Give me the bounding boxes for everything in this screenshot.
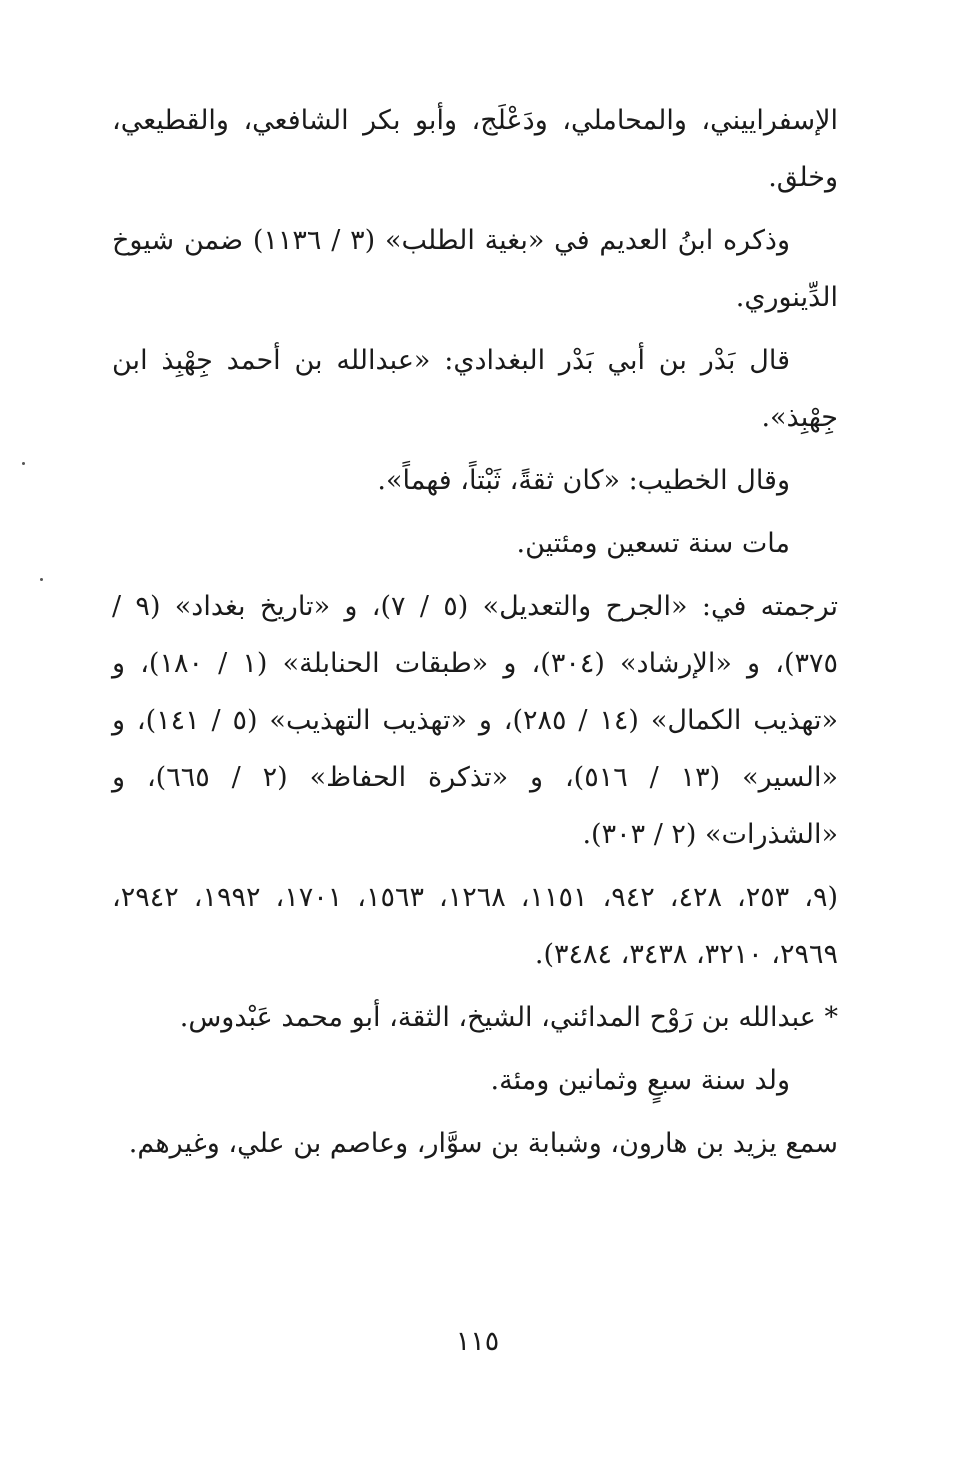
paragraph-badr-quote: قال بَدْر بن أبي بَدْر البغدادي: «عبدالله بن أحمد جِهْبِذ ابن جِهْبِذ». <box>112 345 838 433</box>
paragraph-khatib-quote: وقال الخطيب: «كان ثقةً، ثَبْتاً، فهماً». <box>377 465 790 496</box>
scan-speck <box>40 578 43 581</box>
paragraph-hadith-numbers: (٩، ٢٥٣، ٤٢٨، ٩٤٢، ١١٥١، ١٢٦٨، ١٥٦٣، ١٧٠١، ١٩٩٢، ٢٩٤٢، ٢٩٦٩، ٣٢١٠، ٣٤٣٨، ٣٤٨٤). <box>112 882 839 970</box>
paragraph-continuation: الإسفراييني، والمحاملي، ودَعْلَج، وأبو بكر الشافعي، والقطيعي، وخلق. <box>112 105 838 193</box>
body-text <box>112 92 838 1178</box>
scan-speck <box>22 462 25 465</box>
paragraph-death-year: مات سنة تسعين ومئتين. <box>516 528 790 559</box>
paragraph-biography-sources: ترجمته في: «الجرح والتعديل» (٥ / ٧)، و «تاريخ بغداد» (٩ / ٣٧٥)، و «الإرشاد» (٣٠٤)، و «طبقات الحنابلة» (١ / ١٨٠)، و «تهذيب الكمال» (١٤ / ٢٨٥)، و «تهذيب التهذيب» (٥ / ١٤١)، و «السير» (١٣ / ٥١٦)، و «تذكرة الحفاظ» (٢ / ٦٦٥)، و «الشذرات» (٢ / ٣٠٣). <box>112 591 839 850</box>
paragraph-birth-year: ولد سنة سبعٍ وثمانين ومئة. <box>490 1065 790 1096</box>
paragraph-ibn-aladim: وذكره ابنُ العديم في «بغية الطلب» (٣ / ١١٣٦) ضمن شيوخ الدِّينوري. <box>112 225 838 313</box>
page-number: ١١٥ <box>455 1326 500 1357</box>
paragraph-teachers: سمع يزيد بن هارون، وشبابة بن سوَّار، وعاصم بن علي، وغيرهم. <box>128 1128 838 1159</box>
paragraph-new-entry-heading: * عبدالله بن رَوْح المدائني، الشيخ، الثقة، أبو محمد عَبْدوس. <box>179 1002 838 1033</box>
